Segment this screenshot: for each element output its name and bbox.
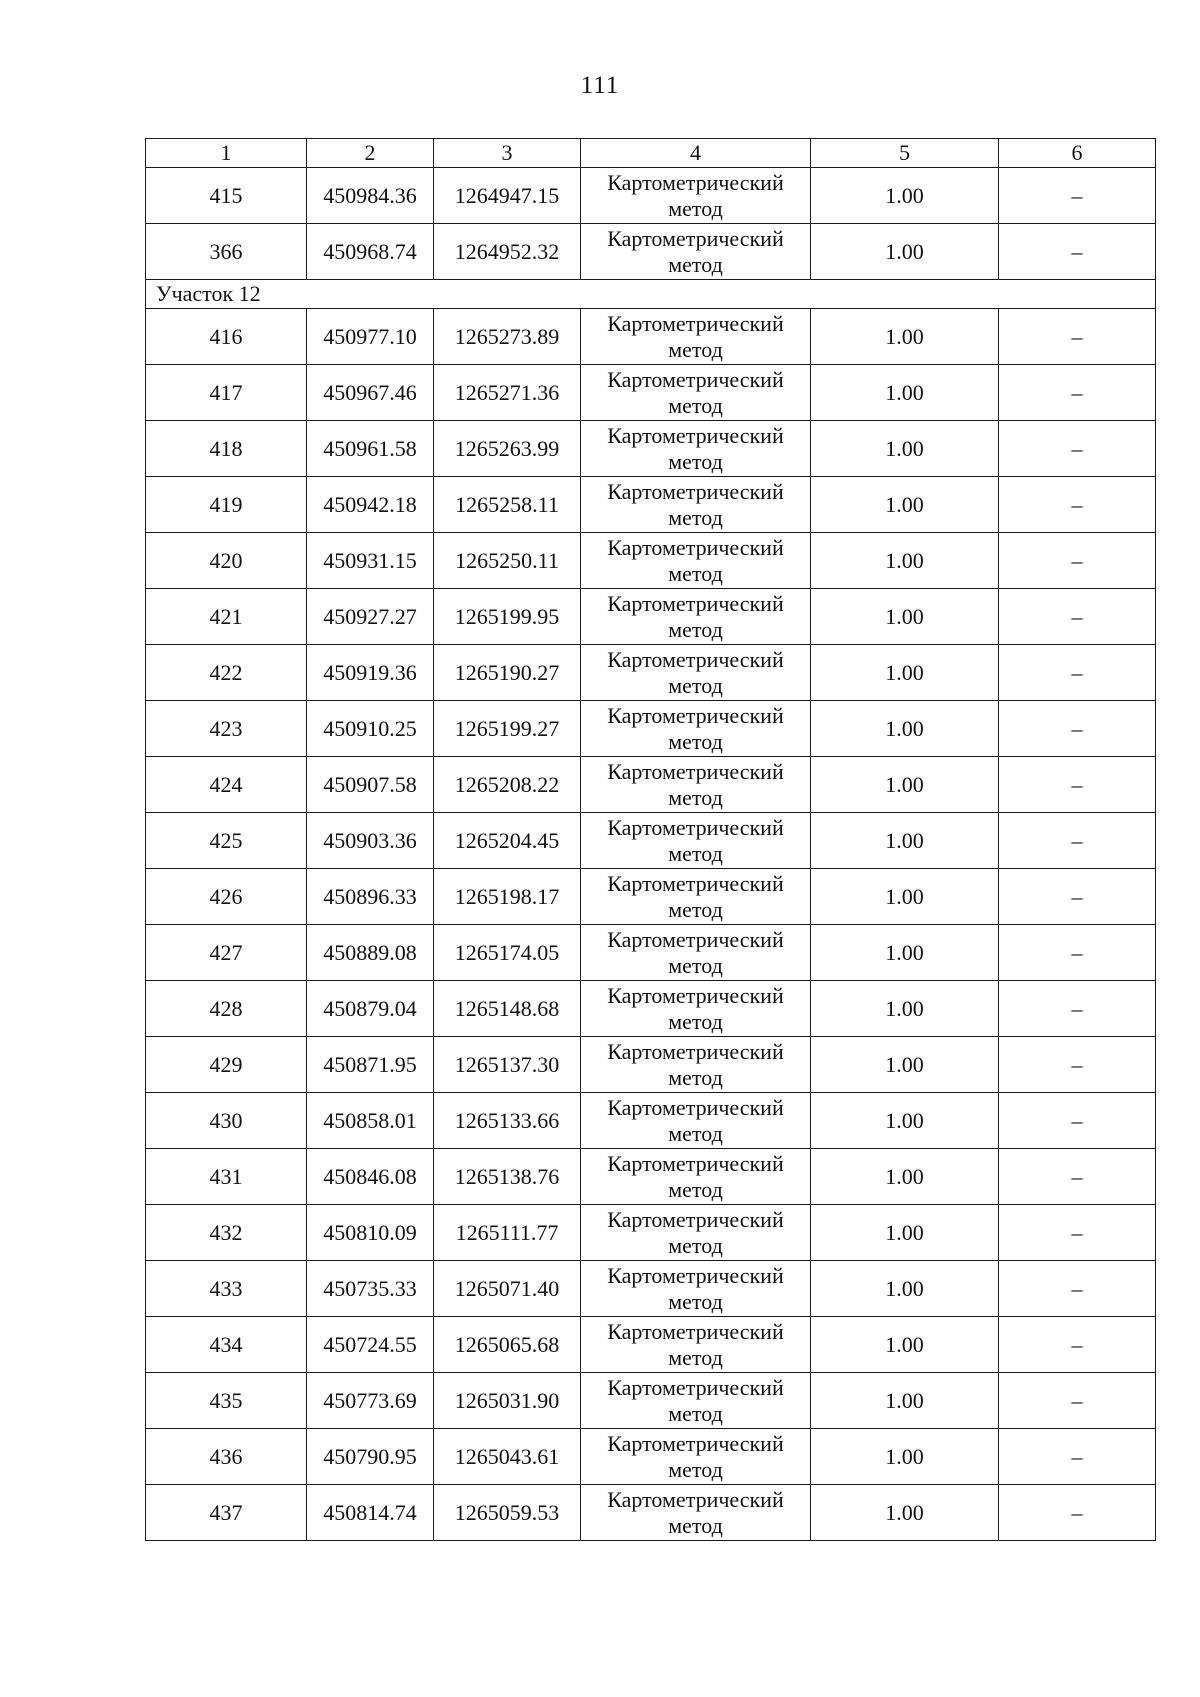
note-cell: – [999, 589, 1156, 645]
coordinate-y-cell: 1265137.30 [434, 1037, 581, 1093]
method-text-line-1: Картометрический [607, 310, 784, 336]
method-text-line-1: Картометрический [607, 534, 784, 560]
method-cell [581, 421, 811, 477]
coordinate-y-cell: 1265071.40 [434, 1261, 581, 1317]
coordinate-x-cell: 450773.69 [307, 1373, 434, 1429]
point-number-cell: 418 [146, 421, 307, 477]
coordinate-x-cell: 450871.95 [307, 1037, 434, 1093]
method-cell [581, 533, 811, 589]
note-cell: – [999, 533, 1156, 589]
point-number-cell: 421 [146, 589, 307, 645]
coordinate-y-cell: 1265190.27 [434, 645, 581, 701]
method-cell [581, 1093, 811, 1149]
accuracy-cell: 1.00 [811, 1149, 999, 1205]
point-number-cell: 366 [146, 224, 307, 280]
method-cell [581, 168, 811, 224]
note-cell: – [999, 1205, 1156, 1261]
accuracy-cell: 1.00 [811, 421, 999, 477]
point-number-cell: 435 [146, 1373, 307, 1429]
method-cell [581, 1373, 811, 1429]
table-row [146, 925, 1156, 981]
method-text-line-2: метод [668, 1288, 723, 1314]
method-cell [581, 1485, 811, 1541]
method-text-line-1: Картометрический [607, 366, 784, 392]
point-number-cell: 419 [146, 477, 307, 533]
accuracy-cell: 1.00 [811, 981, 999, 1037]
point-number-cell: 430 [146, 1093, 307, 1149]
method-text-line-1: Картометрический [607, 1318, 784, 1344]
method-cell [581, 869, 811, 925]
coordinate-x-cell: 450927.27 [307, 589, 434, 645]
coordinate-y-cell: 1265271.36 [434, 365, 581, 421]
coordinate-x-cell: 450846.08 [307, 1149, 434, 1205]
note-cell: – [999, 981, 1156, 1037]
coordinate-y-cell: 1265250.11 [434, 533, 581, 589]
method-text-line-1: Картометрический [607, 758, 784, 784]
method-text-line-1: Картометрический [607, 1374, 784, 1400]
method-text-line-2: метод [668, 1512, 723, 1538]
method-text-line-1: Картометрический [607, 814, 784, 840]
point-number-cell: 425 [146, 813, 307, 869]
method-text-line-2: метод [668, 1400, 723, 1426]
coordinate-x-cell: 450814.74 [307, 1485, 434, 1541]
method-text-line-1: Картометрический [607, 225, 784, 251]
coordinate-x-cell: 450810.09 [307, 1205, 434, 1261]
column-header: 5 [811, 139, 999, 168]
method-text-line-2: метод [668, 1232, 723, 1258]
accuracy-cell: 1.00 [811, 1485, 999, 1541]
note-cell: – [999, 869, 1156, 925]
coordinate-x-cell: 450931.15 [307, 533, 434, 589]
point-number-cell: 422 [146, 645, 307, 701]
column-header: 4 [581, 139, 811, 168]
table-row [146, 1429, 1156, 1485]
coordinate-x-cell: 450942.18 [307, 477, 434, 533]
point-number-cell: 437 [146, 1485, 307, 1541]
note-cell: – [999, 757, 1156, 813]
method-text-line-2: метод [668, 728, 723, 754]
accuracy-cell: 1.00 [811, 813, 999, 869]
table-row [146, 813, 1156, 869]
coordinate-x-cell: 450968.74 [307, 224, 434, 280]
note-cell: – [999, 1149, 1156, 1205]
note-cell: – [999, 701, 1156, 757]
note-cell: – [999, 365, 1156, 421]
table-row [146, 1037, 1156, 1093]
method-text-line-2: метод [668, 1456, 723, 1482]
coordinate-y-cell: 1265031.90 [434, 1373, 581, 1429]
accuracy-cell: 1.00 [811, 1261, 999, 1317]
coordinate-y-cell: 1265043.61 [434, 1429, 581, 1485]
coordinate-y-cell: 1265199.95 [434, 589, 581, 645]
table-row [146, 1149, 1156, 1205]
accuracy-cell: 1.00 [811, 701, 999, 757]
table-row [146, 1093, 1156, 1149]
accuracy-cell: 1.00 [811, 309, 999, 365]
coordinates-table [145, 138, 1156, 1541]
coordinate-x-cell: 450790.95 [307, 1429, 434, 1485]
accuracy-cell: 1.00 [811, 925, 999, 981]
table-row [146, 1317, 1156, 1373]
column-header: 6 [999, 139, 1156, 168]
accuracy-cell: 1.00 [811, 1093, 999, 1149]
method-text-line-2: метод [668, 1008, 723, 1034]
method-text-line-2: метод [668, 672, 723, 698]
method-text-line-2: метод [668, 840, 723, 866]
note-cell: – [999, 421, 1156, 477]
coordinate-y-cell: 1265174.05 [434, 925, 581, 981]
accuracy-cell: 1.00 [811, 168, 999, 224]
coordinate-x-cell: 450896.33 [307, 869, 434, 925]
method-cell [581, 1429, 811, 1485]
coordinate-x-cell: 450967.46 [307, 365, 434, 421]
accuracy-cell: 1.00 [811, 477, 999, 533]
method-text-line-1: Картометрический [607, 169, 784, 195]
accuracy-cell: 1.00 [811, 1429, 999, 1485]
note-cell: – [999, 813, 1156, 869]
method-text-line-1: Картометрический [607, 870, 784, 896]
point-number-cell: 432 [146, 1205, 307, 1261]
point-number-cell: 433 [146, 1261, 307, 1317]
method-text-line-2: метод [668, 1176, 723, 1202]
point-number-cell: 424 [146, 757, 307, 813]
point-number-cell: 434 [146, 1317, 307, 1373]
page-number: 111 [580, 72, 620, 99]
table-row [146, 477, 1156, 533]
method-text-line-2: метод [668, 1120, 723, 1146]
method-text-line-2: метод [668, 504, 723, 530]
section-label: Участок 12 [146, 280, 1156, 309]
coordinate-x-cell: 450907.58 [307, 757, 434, 813]
coordinate-y-cell: 1264947.15 [434, 168, 581, 224]
method-cell [581, 813, 811, 869]
coordinate-x-cell: 450858.01 [307, 1093, 434, 1149]
coordinate-y-cell: 1265138.76 [434, 1149, 581, 1205]
method-text-line-1: Картометрический [607, 422, 784, 448]
point-number-cell: 426 [146, 869, 307, 925]
coordinate-y-cell: 1265199.27 [434, 701, 581, 757]
method-text-line-2: метод [668, 1344, 723, 1370]
table-row [146, 589, 1156, 645]
coordinate-x-cell: 450735.33 [307, 1261, 434, 1317]
method-text-line-1: Картометрический [607, 702, 784, 728]
coordinate-x-cell: 450910.25 [307, 701, 434, 757]
method-text-line-2: метод [668, 784, 723, 810]
coordinate-y-cell: 1265148.68 [434, 981, 581, 1037]
point-number-cell: 436 [146, 1429, 307, 1485]
method-text-line-1: Картометрический [607, 590, 784, 616]
method-cell [581, 1149, 811, 1205]
coordinate-y-cell: 1265198.17 [434, 869, 581, 925]
accuracy-cell: 1.00 [811, 224, 999, 280]
method-text-line-1: Картометрический [607, 1094, 784, 1120]
point-number-cell: 415 [146, 168, 307, 224]
note-cell: – [999, 1261, 1156, 1317]
coordinate-y-cell: 1265258.11 [434, 477, 581, 533]
coordinate-y-cell: 1265065.68 [434, 1317, 581, 1373]
point-number-cell: 431 [146, 1149, 307, 1205]
method-cell [581, 645, 811, 701]
method-cell [581, 365, 811, 421]
point-number-cell: 423 [146, 701, 307, 757]
method-cell [581, 477, 811, 533]
method-text-line-1: Картометрический [607, 1038, 784, 1064]
coordinate-x-cell: 450879.04 [307, 981, 434, 1037]
table-row [146, 1205, 1156, 1261]
coordinate-y-cell: 1265133.66 [434, 1093, 581, 1149]
coordinate-y-cell: 1265204.45 [434, 813, 581, 869]
method-text-line-2: метод [668, 1064, 723, 1090]
point-number-cell: 417 [146, 365, 307, 421]
method-text-line-1: Картометрический [607, 1262, 784, 1288]
method-cell [581, 1261, 811, 1317]
note-cell: – [999, 1037, 1156, 1093]
note-cell: – [999, 224, 1156, 280]
note-cell: – [999, 1093, 1156, 1149]
table-row [146, 1261, 1156, 1317]
method-text-line-1: Картометрический [607, 1486, 784, 1512]
coordinate-x-cell: 450724.55 [307, 1317, 434, 1373]
point-number-cell: 420 [146, 533, 307, 589]
note-cell: – [999, 477, 1156, 533]
table-row [146, 168, 1156, 224]
method-cell [581, 309, 811, 365]
column-header: 3 [434, 139, 581, 168]
method-cell [581, 1205, 811, 1261]
method-text-line-2: метод [668, 392, 723, 418]
method-text-line-2: метод [668, 896, 723, 922]
method-cell [581, 701, 811, 757]
accuracy-cell: 1.00 [811, 589, 999, 645]
accuracy-cell: 1.00 [811, 1317, 999, 1373]
accuracy-cell: 1.00 [811, 1373, 999, 1429]
coordinate-x-cell: 450889.08 [307, 925, 434, 981]
accuracy-cell: 1.00 [811, 533, 999, 589]
coordinate-y-cell: 1265208.22 [434, 757, 581, 813]
method-text-line-1: Картометрический [607, 926, 784, 952]
method-text-line-1: Картометрический [607, 1430, 784, 1456]
note-cell: – [999, 1317, 1156, 1373]
column-header: 2 [307, 139, 434, 168]
table-row [146, 1373, 1156, 1429]
method-cell [581, 925, 811, 981]
table-row [146, 757, 1156, 813]
point-number-cell: 428 [146, 981, 307, 1037]
table-row [146, 533, 1156, 589]
note-cell: – [999, 645, 1156, 701]
accuracy-cell: 1.00 [811, 869, 999, 925]
coordinate-x-cell: 450903.36 [307, 813, 434, 869]
accuracy-cell: 1.00 [811, 757, 999, 813]
coordinate-y-cell: 1265059.53 [434, 1485, 581, 1541]
coordinate-y-cell: 1265111.77 [434, 1205, 581, 1261]
method-text-line-1: Картометрический [607, 1206, 784, 1232]
method-cell [581, 1317, 811, 1373]
point-number-cell: 429 [146, 1037, 307, 1093]
accuracy-cell: 1.00 [811, 1205, 999, 1261]
coordinate-x-cell: 450919.36 [307, 645, 434, 701]
note-cell: – [999, 1373, 1156, 1429]
method-cell [581, 981, 811, 1037]
accuracy-cell: 1.00 [811, 1037, 999, 1093]
method-text-line-2: метод [668, 560, 723, 586]
method-cell [581, 224, 811, 280]
method-text-line-2: метод [668, 952, 723, 978]
method-text-line-2: метод [668, 251, 723, 277]
note-cell: – [999, 309, 1156, 365]
accuracy-cell: 1.00 [811, 365, 999, 421]
note-cell: – [999, 925, 1156, 981]
table-row [146, 1485, 1156, 1541]
method-text-line-2: метод [668, 448, 723, 474]
point-number-cell: 427 [146, 925, 307, 981]
method-text-line-1: Картометрический [607, 646, 784, 672]
section-row [146, 280, 1156, 309]
table-row [146, 224, 1156, 280]
table-row [146, 645, 1156, 701]
method-cell [581, 1037, 811, 1093]
table-row [146, 869, 1156, 925]
method-text-line-2: метод [668, 195, 723, 221]
column-header: 1 [146, 139, 307, 168]
coordinate-y-cell: 1265273.89 [434, 309, 581, 365]
coordinate-y-cell: 1264952.32 [434, 224, 581, 280]
method-text-line-1: Картометрический [607, 982, 784, 1008]
table-row [146, 981, 1156, 1037]
method-cell [581, 589, 811, 645]
method-text-line-2: метод [668, 336, 723, 362]
note-cell: – [999, 1485, 1156, 1541]
method-text-line-2: метод [668, 616, 723, 642]
coordinate-x-cell: 450984.36 [307, 168, 434, 224]
table-row [146, 309, 1156, 365]
table-row [146, 701, 1156, 757]
method-text-line-1: Картометрический [607, 1150, 784, 1176]
table-row [146, 365, 1156, 421]
table-row [146, 421, 1156, 477]
coordinate-x-cell: 450977.10 [307, 309, 434, 365]
coordinate-y-cell: 1265263.99 [434, 421, 581, 477]
header-row [146, 139, 1156, 168]
method-cell [581, 757, 811, 813]
method-text-line-1: Картометрический [607, 478, 784, 504]
note-cell: – [999, 1429, 1156, 1485]
point-number-cell: 416 [146, 309, 307, 365]
accuracy-cell: 1.00 [811, 645, 999, 701]
coordinate-x-cell: 450961.58 [307, 421, 434, 477]
note-cell: – [999, 168, 1156, 224]
